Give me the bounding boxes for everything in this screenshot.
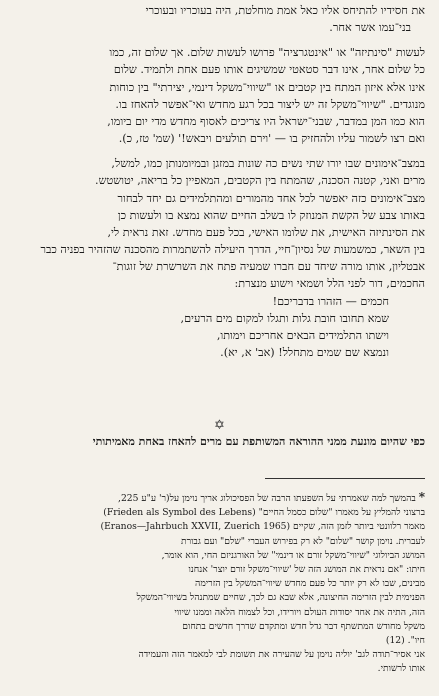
paragraph-training (17, 155, 425, 292)
footnote-line: משקל מחודש המתשתף דבר גדל חדש ומתקדם שדרך חדשים בתחום (182, 620, 425, 632)
text-line: החכמים, דור לפני הלל ושמאי וישוע מנצרת: (234, 277, 425, 291)
footnote-line: חיתו: "אם נראית את המושג הזה של 'שיווי־משקל זורם יוצר' אנחנו (188, 564, 425, 576)
paragraph-synthesis (17, 44, 425, 147)
footnote-line: בהמשך למה שאמרתי על השפעתו הרבה של הפסיכולוג אריך נוימן על(ר' ע"ע 225, (118, 493, 416, 504)
star-of-david-icon: ✡ (214, 418, 225, 433)
footnote-line: מאמר רלוונטי ביותר לזמן הזה, שקיים (Eranos—Jahrbuch XXVII, Zuerich 1965) (100, 521, 425, 533)
quotation-block (17, 293, 389, 362)
quote-line: וישתו התלמידים הבאים אחריכם וימותו, (216, 328, 389, 342)
footnote-line: ברצוני להמליץ על מאמרו "שלום כסמל החיים" (Frieden als Symbol des Lebens) (103, 507, 425, 519)
footnote-line: אותו לרשותי. (377, 663, 425, 675)
text-line: בני־עמו אשר אחר. (329, 21, 411, 35)
text-line: את הסינתיזה האישית, את שלומו האישי, בכל פעם מחדש. זאת נראית לי, (107, 225, 425, 239)
text-line: אינו אלא איזון המתח בין קטבים או "שיווי־משקל דינמי, יצירתי" בין כוחות (109, 80, 425, 94)
text-line: באותו צבע של הקשת המנוזק לו בשלב החיים שהוא נמצא בו ולעשות כן (117, 208, 425, 222)
quote-line: חכמים — הזהרו בדבריכם! (272, 294, 389, 308)
paragraph-gap (17, 147, 425, 155)
footnote-divider (265, 478, 425, 479)
text-line: לעשות "סינתיזה" או "אינטגרציה" פרושו לעשות שלום. אך שלום זה, כמו (109, 46, 425, 60)
main-text (17, 2, 425, 361)
footnote-line: לעברית. נוימן קושר "שלום" לא רק בפירוש העברי "שלם" ועם גבורת (180, 535, 425, 547)
footnote-line: מבינים, שבו לא רק יותר כל פעם מחדש שיווי־המשקל בין הזרימה (195, 578, 425, 590)
text-line: אבטליון, אותו מורה שיחד עם חברו שמעיה פתח את השרשרת של זוגות־ (112, 260, 425, 274)
quote-line: שמא תחובו חובת גלות ותגלו למקום מים הרעים, (180, 311, 389, 325)
footnote (15, 490, 425, 677)
paragraph-gap (17, 36, 425, 44)
footnote-line: חיו". (12) (385, 635, 425, 647)
text-line: בין השאר, כמשמעות של נסיון־חיי, הדרך היעילה להשתמרות מהסכנה שהזהיר בפניה כבר (40, 243, 425, 257)
footnote-line: הפנימית לבין הזרימה החיצונה, אלא שבא גם לכך, שחיים שמתנהל בשיווי־המשקל (136, 592, 425, 604)
footnote-first-line (15, 490, 425, 506)
footnote-line: אני אסיר־תודה לגב' יוליה נוימן על שהעירה את תשומת לבי למאמר הזה והעמידה (138, 649, 425, 661)
text-line: במצב־אימונים שבו יורו שתי נשים כה שונות במזגן ובמיומנותן כמו, למשל, (111, 157, 425, 171)
opening-paragraph (17, 2, 425, 36)
footnote-line: המושג הביולוגי "שיווי־משקל זורם או דינמי" של האורגניזם החי, הוא אומר, (161, 549, 425, 561)
text-line: מרים ואני, קטנה הסכנה, שהמתח בין הקטבים, המאפיין כל בריאה, יטושטש. (95, 174, 425, 188)
text-line: כל שלום אחר, אינו דבר סטאטי שמשיגים אותו פעם אחת ולתמיד. שלום (113, 63, 425, 77)
footnote-line: הזה, התיה את אחד יסודות העולם ויורידו, וכל לצמוח הלאה וממנו שיווי (174, 606, 425, 618)
quote-line: ונמצא שם שמים מתחלל! (אב' א, יא). (220, 345, 389, 359)
text-line: את חסידיו להתיחס אליו כאל אמת מוחלטת, היה בעוכריו ובעוכרי (145, 4, 425, 17)
text-line: הוא כמו המן במדבר, שבני־ישראל היו צריכים לאסוף מחדש מדי יום ביומו, (107, 114, 425, 128)
text-line: מנוגדים. "שיווי־משקל זה יש ליצור בכל רגע מחדש ואי־אפשר להאחז בו. (115, 97, 425, 111)
footnote-marker: * (418, 490, 425, 504)
text-line: מצב־אימונים כזה יאפשר לכל אחד מהמורים ומהתלמידים גם יחד לבחור (117, 191, 425, 205)
text-line: ואם רצו לשמור עליו ולהחזיק בו — 'וירם תולעים ויבאש!' (שמ' טז, כ). (118, 132, 425, 146)
bold-caption: כפי שהיום מונעת ממני ההוראה המשותפת עם מרים להאחז באחת מאמיתותי (92, 435, 425, 448)
